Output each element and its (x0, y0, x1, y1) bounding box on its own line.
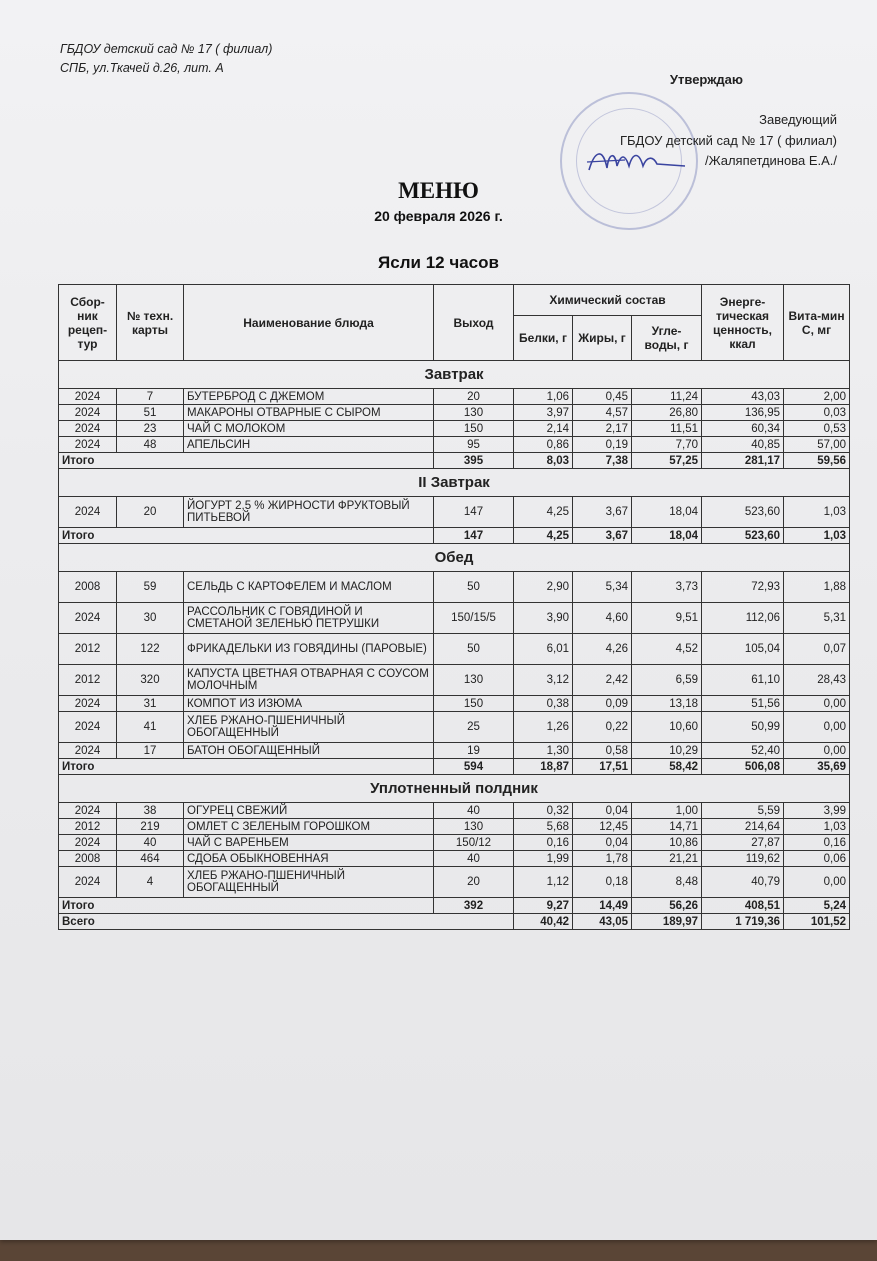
energy: 27,87 (702, 835, 784, 851)
portion: 50 (434, 634, 514, 665)
approver-org: ГБДОУ детский сад № 17 ( филиал) (619, 133, 837, 148)
menu-date: 20 февраля 2026 г. (374, 208, 503, 224)
total-energy: 506,08 (702, 759, 784, 775)
table-row (59, 867, 850, 898)
tech-card-number: 40 (117, 835, 184, 851)
dish-name: ЧАЙ С ВАРЕНЬЕМ (184, 835, 434, 851)
dish-name: ЙОГУРТ 2,5 % ЖИРНОСТИ ФРУКТОВЫЙ ПИТЬЕВОЙ (184, 497, 434, 528)
dish-name: ХЛЕБ РЖАНО-ПШЕНИЧНЫЙ ОБОГАЩЕННЫЙ (184, 867, 434, 898)
carbs: 8,48 (632, 867, 702, 898)
dish-name: ОМЛЕТ С ЗЕЛЕНЫМ ГОРОШКОМ (184, 819, 434, 835)
tech-card-number: 464 (117, 851, 184, 867)
recipe-year: 2008 (59, 851, 117, 867)
total-carbs: 18,04 (632, 528, 702, 544)
energy: 119,62 (702, 851, 784, 867)
fat: 4,26 (573, 634, 632, 665)
vitamin-c: 0,06 (784, 851, 850, 867)
portion: 150 (434, 421, 514, 437)
approve-label: Утверждаю (669, 72, 743, 87)
fat: 0,45 (573, 389, 632, 405)
table-row (59, 405, 850, 421)
total-carbs: 57,25 (632, 453, 702, 469)
col-recipe-collection: Сбор-ник рецеп-тур (59, 285, 117, 361)
tech-card-number: 17 (117, 743, 184, 759)
protein: 2,90 (514, 572, 573, 603)
protein: 3,90 (514, 603, 573, 634)
vitamin-c: 1,03 (784, 819, 850, 835)
portion: 19 (434, 743, 514, 759)
tech-card-number: 320 (117, 665, 184, 696)
total-portion: 147 (434, 528, 514, 544)
total-label: Итого (59, 759, 434, 775)
protein: 1,99 (514, 851, 573, 867)
vitamin-c: 0,07 (784, 634, 850, 665)
total-fat: 3,67 (573, 528, 632, 544)
vitamin-c: 1,88 (784, 572, 850, 603)
total-row (59, 528, 850, 544)
protein: 1,30 (514, 743, 573, 759)
total-row (59, 453, 850, 469)
carbs: 4,52 (632, 634, 702, 665)
carbs: 10,86 (632, 835, 702, 851)
dish-name: РАССОЛЬНИК С ГОВЯДИНОЙ И СМЕТАНОЙ ЗЕЛЕНЬЮ ПЕТРУШКИ (184, 603, 434, 634)
carbs: 3,73 (632, 572, 702, 603)
total-vitamin-c: 5,24 (784, 898, 850, 914)
recipe-year: 2024 (59, 437, 117, 453)
total-vitamin-c: 35,69 (784, 759, 850, 775)
protein: 6,01 (514, 634, 573, 665)
energy: 52,40 (702, 743, 784, 759)
tech-card-number: 59 (117, 572, 184, 603)
recipe-year: 2024 (59, 497, 117, 528)
menu-body (59, 361, 850, 930)
portion: 25 (434, 712, 514, 743)
protein: 0,32 (514, 803, 573, 819)
portion: 130 (434, 665, 514, 696)
table-row (59, 696, 850, 712)
table-row (59, 851, 850, 867)
section-title: Завтрак (59, 361, 850, 389)
section-title: Обед (59, 544, 850, 572)
fat: 3,67 (573, 497, 632, 528)
tech-card-number: 51 (117, 405, 184, 421)
table-row (59, 634, 850, 665)
fat: 0,58 (573, 743, 632, 759)
table-row (59, 437, 850, 453)
total-label: Итого (59, 453, 434, 469)
vitamin-c: 0,16 (784, 835, 850, 851)
portion: 20 (434, 867, 514, 898)
tech-card-number: 219 (117, 819, 184, 835)
fat: 4,60 (573, 603, 632, 634)
total-row (59, 759, 850, 775)
portion: 95 (434, 437, 514, 453)
portion: 147 (434, 497, 514, 528)
col-carbs: Угле-воды, г (632, 316, 702, 361)
energy: 136,95 (702, 405, 784, 421)
portion: 40 (434, 803, 514, 819)
total-protein: 18,87 (514, 759, 573, 775)
protein: 3,97 (514, 405, 573, 421)
org-address: СПБ, ул.Ткачей д.26, лит. А (60, 61, 224, 75)
fat: 0,22 (573, 712, 632, 743)
fat: 2,42 (573, 665, 632, 696)
energy: 43,03 (702, 389, 784, 405)
vitamin-c: 5,31 (784, 603, 850, 634)
total-fat: 7,38 (573, 453, 632, 469)
total-protein: 4,25 (514, 528, 573, 544)
tech-card-number: 122 (117, 634, 184, 665)
carbs: 10,29 (632, 743, 702, 759)
carbs: 14,71 (632, 819, 702, 835)
fat: 5,34 (573, 572, 632, 603)
energy: 523,60 (702, 497, 784, 528)
vitamin-c: 0,00 (784, 712, 850, 743)
energy: 51,56 (702, 696, 784, 712)
recipe-year: 2024 (59, 835, 117, 851)
portion: 20 (434, 389, 514, 405)
recipe-year: 2012 (59, 819, 117, 835)
vitamin-c: 1,03 (784, 497, 850, 528)
dish-name: ФРИКАДЕЛЬКИ ИЗ ГОВЯДИНЫ (ПАРОВЫЕ) (184, 634, 434, 665)
table-row (59, 389, 850, 405)
carbs: 18,04 (632, 497, 702, 528)
total-vitamin-c: 59,56 (784, 453, 850, 469)
grand-total-label: Всего (59, 914, 514, 930)
tech-card-number: 38 (117, 803, 184, 819)
total-energy: 408,51 (702, 898, 784, 914)
carbs: 9,51 (632, 603, 702, 634)
table-row (59, 572, 850, 603)
total-portion: 594 (434, 759, 514, 775)
total-portion: 395 (434, 453, 514, 469)
total-fat: 17,51 (573, 759, 632, 775)
protein: 0,38 (514, 696, 573, 712)
tech-card-number: 30 (117, 603, 184, 634)
col-energy: Энерге-тическая ценность, ккал (702, 285, 784, 361)
carbs: 1,00 (632, 803, 702, 819)
dish-name: КАПУСТА ЦВЕТНАЯ ОТВАРНАЯ С СОУСОМ МОЛОЧНЫМ (184, 665, 434, 696)
protein: 5,68 (514, 819, 573, 835)
total-fat: 14,49 (573, 898, 632, 914)
dish-name: БАТОН ОБОГАЩЕННЫЙ (184, 743, 434, 759)
recipe-year: 2024 (59, 405, 117, 421)
table-row (59, 603, 850, 634)
vitamin-c: 0,00 (784, 696, 850, 712)
tech-card-number: 31 (117, 696, 184, 712)
col-vitamin: Вита-мин С, мг (784, 285, 850, 361)
protein: 2,14 (514, 421, 573, 437)
portion: 130 (434, 405, 514, 421)
dish-name: КОМПОТ ИЗ ИЗЮМА (184, 696, 434, 712)
table-row (59, 803, 850, 819)
grand-total-carbs: 189,97 (632, 914, 702, 930)
vitamin-c: 0,53 (784, 421, 850, 437)
grand-total-energy: 1 719,36 (702, 914, 784, 930)
menu-subtitle: Ясли 12 часов (378, 253, 499, 272)
col-protein: Белки, г (514, 316, 573, 361)
vitamin-c: 57,00 (784, 437, 850, 453)
portion: 130 (434, 819, 514, 835)
total-row (59, 898, 850, 914)
col-portion: Выход (434, 285, 514, 361)
total-portion: 392 (434, 898, 514, 914)
recipe-year: 2024 (59, 421, 117, 437)
table-row (59, 497, 850, 528)
vitamin-c: 0,03 (784, 405, 850, 421)
table-row (59, 835, 850, 851)
recipe-year: 2008 (59, 572, 117, 603)
total-protein: 8,03 (514, 453, 573, 469)
dish-name: ЧАЙ С МОЛОКОМ (184, 421, 434, 437)
section-title: Уплотненный полдник (59, 775, 850, 803)
total-vitamin-c: 1,03 (784, 528, 850, 544)
tech-card-number: 48 (117, 437, 184, 453)
carbs: 10,60 (632, 712, 702, 743)
table-row (59, 421, 850, 437)
dish-name: СДОБА ОБЫКНОВЕННАЯ (184, 851, 434, 867)
energy: 72,93 (702, 572, 784, 603)
recipe-year: 2012 (59, 634, 117, 665)
energy: 50,99 (702, 712, 784, 743)
grand-total-protein: 40,42 (514, 914, 573, 930)
dish-name: СЕЛЬДЬ С КАРТОФЕЛЕМ И МАСЛОМ (184, 572, 434, 603)
protein: 3,12 (514, 665, 573, 696)
total-energy: 523,60 (702, 528, 784, 544)
portion: 150 (434, 696, 514, 712)
fat: 1,78 (573, 851, 632, 867)
tech-card-number: 4 (117, 867, 184, 898)
energy: 105,04 (702, 634, 784, 665)
energy: 40,79 (702, 867, 784, 898)
dish-name: БУТЕРБРОД С ДЖЕМОМ (184, 389, 434, 405)
recipe-year: 2024 (59, 803, 117, 819)
carbs: 26,80 (632, 405, 702, 421)
fat: 0,19 (573, 437, 632, 453)
grand-total-row (59, 914, 850, 930)
section-header (59, 544, 850, 572)
protein: 1,06 (514, 389, 573, 405)
vitamin-c: 28,43 (784, 665, 850, 696)
protein: 1,12 (514, 867, 573, 898)
menu-table (58, 284, 850, 930)
table-row (59, 665, 850, 696)
grand-total-fat: 43,05 (573, 914, 632, 930)
tech-card-number: 7 (117, 389, 184, 405)
fat: 4,57 (573, 405, 632, 421)
energy: 40,85 (702, 437, 784, 453)
portion: 150/15/5 (434, 603, 514, 634)
energy: 5,59 (702, 803, 784, 819)
protein: 0,86 (514, 437, 573, 453)
approver-role: Заведующий (759, 112, 837, 127)
total-label: Итого (59, 898, 434, 914)
page-title: МЕНЮ (398, 178, 479, 203)
total-carbs: 58,42 (632, 759, 702, 775)
tech-card-number: 41 (117, 712, 184, 743)
total-carbs: 56,26 (632, 898, 702, 914)
fat: 0,09 (573, 696, 632, 712)
recipe-year: 2012 (59, 665, 117, 696)
dish-name: МАКАРОНЫ ОТВАРНЫЕ С СЫРОМ (184, 405, 434, 421)
table-row (59, 743, 850, 759)
energy: 60,34 (702, 421, 784, 437)
total-energy: 281,17 (702, 453, 784, 469)
approver-name: /Жаляпетдинова Е.А./ (704, 153, 837, 168)
total-protein: 9,27 (514, 898, 573, 914)
org-name: ГБДОУ детский сад № 17 ( филиал) (60, 42, 273, 56)
protein: 0,16 (514, 835, 573, 851)
portion: 150/12 (434, 835, 514, 851)
vitamin-c: 2,00 (784, 389, 850, 405)
recipe-year: 2024 (59, 603, 117, 634)
recipe-year: 2024 (59, 712, 117, 743)
vitamin-c: 0,00 (784, 867, 850, 898)
col-tech-card: № техн. карты (117, 285, 184, 361)
protein: 1,26 (514, 712, 573, 743)
fat: 0,04 (573, 803, 632, 819)
table-row (59, 712, 850, 743)
vitamin-c: 0,00 (784, 743, 850, 759)
carbs: 7,70 (632, 437, 702, 453)
section-header (59, 469, 850, 497)
recipe-year: 2024 (59, 867, 117, 898)
tech-card-number: 23 (117, 421, 184, 437)
carbs: 11,51 (632, 421, 702, 437)
total-label: Итого (59, 528, 434, 544)
dish-name: ХЛЕБ РЖАНО-ПШЕНИЧНЫЙ ОБОГАЩЕННЫЙ (184, 712, 434, 743)
recipe-year: 2024 (59, 389, 117, 405)
fat: 12,45 (573, 819, 632, 835)
fat: 0,04 (573, 835, 632, 851)
carbs: 21,21 (632, 851, 702, 867)
fat: 0,18 (573, 867, 632, 898)
energy: 214,64 (702, 819, 784, 835)
dish-name: АПЕЛЬСИН (184, 437, 434, 453)
energy: 112,06 (702, 603, 784, 634)
vitamin-c: 3,99 (784, 803, 850, 819)
col-dish: Наименование блюда (184, 285, 434, 361)
carbs: 11,24 (632, 389, 702, 405)
table-row (59, 819, 850, 835)
recipe-year: 2024 (59, 743, 117, 759)
col-fat: Жиры, г (573, 316, 632, 361)
fat: 2,17 (573, 421, 632, 437)
protein: 4,25 (514, 497, 573, 528)
grand-total-vitamin-c: 101,52 (784, 914, 850, 930)
carbs: 6,59 (632, 665, 702, 696)
carbs: 13,18 (632, 696, 702, 712)
col-chem: Химический состав (514, 285, 702, 316)
recipe-year: 2024 (59, 696, 117, 712)
section-header (59, 361, 850, 389)
tech-card-number: 20 (117, 497, 184, 528)
energy: 61,10 (702, 665, 784, 696)
section-header (59, 775, 850, 803)
portion: 40 (434, 851, 514, 867)
section-title: II Завтрак (59, 469, 850, 497)
dish-name: ОГУРЕЦ СВЕЖИЙ (184, 803, 434, 819)
portion: 50 (434, 572, 514, 603)
